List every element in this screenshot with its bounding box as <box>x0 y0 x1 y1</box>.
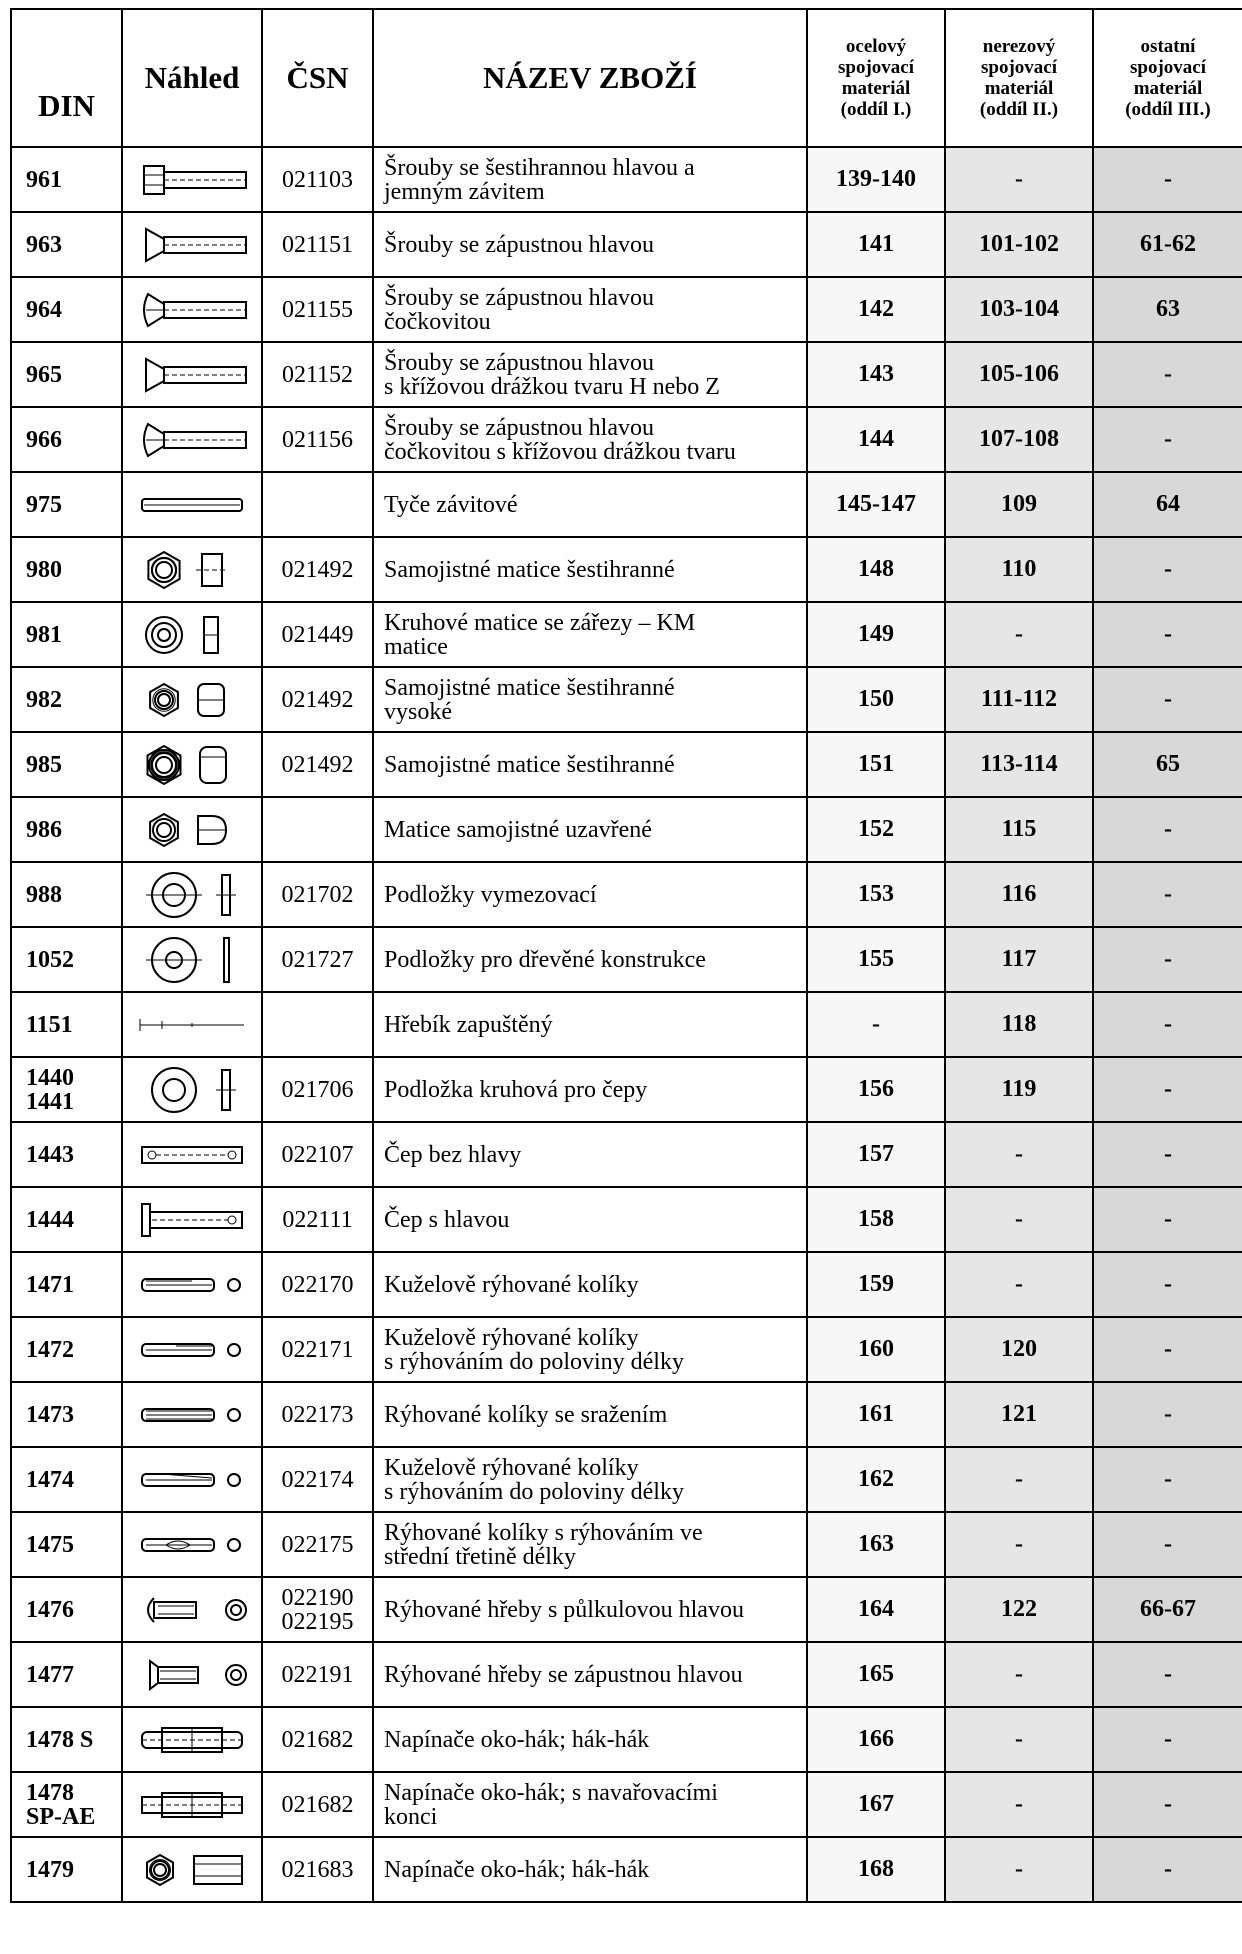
csn-cell <box>262 992 373 1057</box>
table-row <box>11 667 1242 732</box>
steel-page-cell: 149 <box>807 602 945 667</box>
name-cell: Čep bez hlavy <box>373 1122 807 1187</box>
name-cell: Šrouby se šestihrannou hlavou a jemným závitem <box>373 147 807 212</box>
product-table <box>10 8 1242 1903</box>
preview-cell <box>122 1252 262 1317</box>
csn-cell: 022111 <box>262 1187 373 1252</box>
preview-cell <box>122 212 262 277</box>
other-page-cell: - <box>1093 537 1242 602</box>
stainless-page-cell: 109 <box>945 472 1093 537</box>
table-row <box>11 277 1242 342</box>
preview-cell <box>122 1317 262 1382</box>
table-row <box>11 537 1242 602</box>
nail-icon <box>132 1005 252 1045</box>
csn-cell: 022175 <box>262 1512 373 1577</box>
taper-grooved-pin-icon <box>132 1265 252 1305</box>
stainless-page-cell: - <box>945 602 1093 667</box>
steel-page-cell: 142 <box>807 277 945 342</box>
din-cell: 986 <box>11 797 122 862</box>
raised-countersunk-screw-icon <box>132 290 252 330</box>
round-head-grooved-nail-icon <box>132 1590 252 1630</box>
name-cell: Podložky vymezovací <box>373 862 807 927</box>
other-page-cell: - <box>1093 1057 1242 1122</box>
table-row <box>11 1577 1242 1642</box>
csn-cell: 021155 <box>262 277 373 342</box>
steel-page-cell: 139-140 <box>807 147 945 212</box>
countersunk-screw-icon <box>132 225 252 265</box>
csn-cell: 021152 <box>262 342 373 407</box>
other-page-cell: - <box>1093 1837 1242 1902</box>
header-stainless: nerezový spojovací materiál (oddíl II.) <box>945 9 1093 147</box>
raised-countersunk-cross-screw-icon <box>132 420 252 460</box>
steel-page-cell: 152 <box>807 797 945 862</box>
steel-page-cell: 143 <box>807 342 945 407</box>
table-row <box>11 602 1242 667</box>
name-cell: Samojistné matice šestihranné vysoké <box>373 667 807 732</box>
csn-cell: 022107 <box>262 1122 373 1187</box>
steel-page-cell: 153 <box>807 862 945 927</box>
other-page-cell: - <box>1093 927 1242 992</box>
name-cell: Rýhované hřeby s půlkulovou hlavou <box>373 1577 807 1642</box>
stainless-page-cell: 118 <box>945 992 1093 1057</box>
name-cell: Kuželově rýhované kolíky <box>373 1252 807 1317</box>
stainless-page-cell: 120 <box>945 1317 1093 1382</box>
table-row <box>11 732 1242 797</box>
stainless-page-cell: - <box>945 147 1093 212</box>
other-page-cell: 61-62 <box>1093 212 1242 277</box>
preview-cell <box>122 537 262 602</box>
other-page-cell: - <box>1093 1187 1242 1252</box>
csn-cell: 021706 <box>262 1057 373 1122</box>
stainless-page-cell: 117 <box>945 927 1093 992</box>
other-page-cell: - <box>1093 1642 1242 1707</box>
preview-cell <box>122 277 262 342</box>
din-cell: 982 <box>11 667 122 732</box>
name-cell: Kuželově rýhované kolíky s rýhováním do poloviny délky <box>373 1447 807 1512</box>
preview-cell <box>122 147 262 212</box>
stainless-page-cell: 122 <box>945 1577 1093 1642</box>
din-cell: 1474 <box>11 1447 122 1512</box>
table-row <box>11 342 1242 407</box>
din-cell: 988 <box>11 862 122 927</box>
name-cell: Čep s hlavou <box>373 1187 807 1252</box>
table-row <box>11 992 1242 1057</box>
nylon-insert-nut-icon <box>132 745 252 785</box>
table-row <box>11 1772 1242 1837</box>
steel-page-cell: 166 <box>807 1707 945 1772</box>
other-page-cell: - <box>1093 1707 1242 1772</box>
din-cell: 1472 <box>11 1317 122 1382</box>
csn-cell: 022173 <box>262 1382 373 1447</box>
other-page-cell: - <box>1093 1317 1242 1382</box>
other-page-cell: 65 <box>1093 732 1242 797</box>
steel-page-cell: 158 <box>807 1187 945 1252</box>
name-cell: Samojistné matice šestihranné <box>373 537 807 602</box>
table-row <box>11 1447 1242 1512</box>
preview-cell <box>122 407 262 472</box>
din-cell: 1476 <box>11 1577 122 1642</box>
din-cell: 1473 <box>11 1382 122 1447</box>
table-row <box>11 472 1242 537</box>
csn-cell: 021103 <box>262 147 373 212</box>
other-page-cell: - <box>1093 797 1242 862</box>
other-page-cell: - <box>1093 407 1242 472</box>
steel-page-cell: 164 <box>807 1577 945 1642</box>
table-row <box>11 407 1242 472</box>
other-page-cell: 64 <box>1093 472 1242 537</box>
headless-pin-icon <box>132 1135 252 1175</box>
csn-cell: 021492 <box>262 667 373 732</box>
name-cell: Rýhované kolíky se sražením <box>373 1382 807 1447</box>
header-other: ostatní spojovací materiál (oddíl III.) <box>1093 9 1242 147</box>
name-cell: Rýhované hřeby se zápustnou hlavou <box>373 1642 807 1707</box>
stainless-page-cell: - <box>945 1252 1093 1317</box>
preview-cell <box>122 342 262 407</box>
din-cell: 985 <box>11 732 122 797</box>
table-row <box>11 1187 1242 1252</box>
stainless-page-cell: 115 <box>945 797 1093 862</box>
stainless-page-cell: - <box>945 1837 1093 1902</box>
cap-lock-nut-icon <box>132 810 252 850</box>
din-cell: 1151 <box>11 992 122 1057</box>
steel-page-cell: 148 <box>807 537 945 602</box>
steel-page-cell: - <box>807 992 945 1057</box>
header-preview: Náhled <box>122 9 262 147</box>
half-taper-grooved-pin-icon <box>132 1330 252 1370</box>
csn-cell: 022170 <box>262 1252 373 1317</box>
stainless-page-cell: 103-104 <box>945 277 1093 342</box>
din-cell: 964 <box>11 277 122 342</box>
pin-washer-icon <box>132 1070 252 1110</box>
other-page-cell: 66-67 <box>1093 1577 1242 1642</box>
csn-cell <box>262 797 373 862</box>
header-row <box>11 9 1242 147</box>
csn-cell: 021683 <box>262 1837 373 1902</box>
name-cell: Šrouby se zápustnou hlavou <box>373 212 807 277</box>
header-name: NÁZEV ZBOŽÍ <box>373 9 807 147</box>
csn-cell: 022191 <box>262 1642 373 1707</box>
other-page-cell: - <box>1093 147 1242 212</box>
high-self-locking-nut-icon <box>132 680 252 720</box>
table-row <box>11 927 1242 992</box>
preview-cell <box>122 1187 262 1252</box>
name-cell: Šrouby se zápustnou hlavou čočkovitou s křížovou drážkou tvaru <box>373 407 807 472</box>
other-page-cell: - <box>1093 1772 1242 1837</box>
stainless-page-cell: - <box>945 1707 1093 1772</box>
csn-cell: 021492 <box>262 732 373 797</box>
countersunk-grooved-nail-icon <box>132 1655 252 1695</box>
name-cell: Šrouby se zápustnou hlavou čočkovitou <box>373 277 807 342</box>
din-cell: 1052 <box>11 927 122 992</box>
table-row <box>11 862 1242 927</box>
wood-washer-icon <box>132 940 252 980</box>
csn-cell: 021727 <box>262 927 373 992</box>
chamfered-grooved-pin-icon <box>132 1395 252 1435</box>
preview-cell <box>122 797 262 862</box>
din-cell: 1478 S <box>11 1707 122 1772</box>
steel-page-cell: 150 <box>807 667 945 732</box>
csn-cell: 021682 <box>262 1772 373 1837</box>
name-cell: Rýhované kolíky s rýhováním ve střední třetině délky <box>373 1512 807 1577</box>
steel-page-cell: 155 <box>807 927 945 992</box>
stainless-page-cell: 101-102 <box>945 212 1093 277</box>
shim-washer-icon <box>132 875 252 915</box>
stainless-page-cell: - <box>945 1772 1093 1837</box>
stainless-page-cell: - <box>945 1447 1093 1512</box>
csn-cell: 022190 022195 <box>262 1577 373 1642</box>
center-grooved-pin-icon <box>132 1525 252 1565</box>
other-page-cell: - <box>1093 1512 1242 1577</box>
self-locking-hex-nut-icon <box>132 550 252 590</box>
steel-page-cell: 144 <box>807 407 945 472</box>
steel-page-cell: 165 <box>807 1642 945 1707</box>
hex-turnbuckle-icon <box>132 1850 252 1890</box>
table-row <box>11 1317 1242 1382</box>
preview-cell <box>122 1577 262 1642</box>
preview-cell <box>122 927 262 992</box>
name-cell: Samojistné matice šestihranné <box>373 732 807 797</box>
stainless-page-cell: 105-106 <box>945 342 1093 407</box>
preview-cell <box>122 1382 262 1447</box>
din-cell: 980 <box>11 537 122 602</box>
csn-cell <box>262 472 373 537</box>
steel-page-cell: 151 <box>807 732 945 797</box>
steel-page-cell: 156 <box>807 1057 945 1122</box>
preview-cell <box>122 1512 262 1577</box>
din-cell: 975 <box>11 472 122 537</box>
csn-cell: 022174 <box>262 1447 373 1512</box>
stainless-page-cell: - <box>945 1122 1093 1187</box>
reverse-taper-grooved-pin-icon <box>132 1460 252 1500</box>
stainless-page-cell: 116 <box>945 862 1093 927</box>
steel-page-cell: 163 <box>807 1512 945 1577</box>
other-page-cell: 63 <box>1093 277 1242 342</box>
name-cell: Napínače oko-hák; hák-hák <box>373 1707 807 1772</box>
headed-pin-icon <box>132 1200 252 1240</box>
stainless-page-cell: - <box>945 1642 1093 1707</box>
name-cell: Tyče závitové <box>373 472 807 537</box>
header-steel: ocelový spojovací materiál (oddíl I.) <box>807 9 945 147</box>
stainless-page-cell: 113-114 <box>945 732 1093 797</box>
table-row <box>11 1837 1242 1902</box>
din-cell: 963 <box>11 212 122 277</box>
preview-cell <box>122 992 262 1057</box>
table-row <box>11 212 1242 277</box>
weld-turnbuckle-icon <box>132 1785 252 1825</box>
csn-cell: 021449 <box>262 602 373 667</box>
table-row <box>11 797 1242 862</box>
table-row <box>11 1512 1242 1577</box>
din-cell: 1440 1441 <box>11 1057 122 1122</box>
preview-cell <box>122 602 262 667</box>
turnbuckle-icon <box>132 1720 252 1760</box>
hex-bolt-icon <box>132 160 252 200</box>
header-din: DIN <box>11 9 122 147</box>
preview-cell <box>122 732 262 797</box>
csn-cell: 021156 <box>262 407 373 472</box>
din-cell: 1477 <box>11 1642 122 1707</box>
other-page-cell: - <box>1093 342 1242 407</box>
steel-page-cell: 145-147 <box>807 472 945 537</box>
table-body <box>11 147 1242 1902</box>
name-cell: Matice samojistné uzavřené <box>373 797 807 862</box>
stainless-page-cell: 119 <box>945 1057 1093 1122</box>
name-cell: Kuželově rýhované kolíky s rýhováním do poloviny délky <box>373 1317 807 1382</box>
other-page-cell: - <box>1093 1122 1242 1187</box>
steel-page-cell: 160 <box>807 1317 945 1382</box>
other-page-cell: - <box>1093 1252 1242 1317</box>
preview-cell <box>122 1057 262 1122</box>
steel-page-cell: 161 <box>807 1382 945 1447</box>
preview-cell <box>122 1772 262 1837</box>
stainless-page-cell: - <box>945 1512 1093 1577</box>
table-row <box>11 1642 1242 1707</box>
din-cell: 981 <box>11 602 122 667</box>
din-cell: 961 <box>11 147 122 212</box>
steel-page-cell: 157 <box>807 1122 945 1187</box>
header-csn: ČSN <box>262 9 373 147</box>
table-row <box>11 1057 1242 1122</box>
steel-page-cell: 141 <box>807 212 945 277</box>
table-row <box>11 1707 1242 1772</box>
din-cell: 1443 <box>11 1122 122 1187</box>
din-cell: 1471 <box>11 1252 122 1317</box>
slotted-round-nut-icon <box>132 615 252 655</box>
other-page-cell: - <box>1093 1382 1242 1447</box>
steel-page-cell: 162 <box>807 1447 945 1512</box>
preview-cell <box>122 1642 262 1707</box>
din-cell: 1479 <box>11 1837 122 1902</box>
csn-cell: 021492 <box>262 537 373 602</box>
name-cell: Šrouby se zápustnou hlavou s křížovou drážkou tvaru H nebo Z <box>373 342 807 407</box>
preview-cell <box>122 1122 262 1187</box>
steel-page-cell: 167 <box>807 1772 945 1837</box>
name-cell: Hřebík zapuštěný <box>373 992 807 1057</box>
table-row <box>11 1252 1242 1317</box>
preview-cell <box>122 1447 262 1512</box>
stainless-page-cell: 111-112 <box>945 667 1093 732</box>
din-cell: 965 <box>11 342 122 407</box>
name-cell: Kruhové matice se zářezy – KM matice <box>373 602 807 667</box>
threaded-rod-icon <box>132 485 252 525</box>
other-page-cell: - <box>1093 862 1242 927</box>
table-row <box>11 1382 1242 1447</box>
table-row <box>11 1122 1242 1187</box>
steel-page-cell: 168 <box>807 1837 945 1902</box>
preview-cell <box>122 862 262 927</box>
preview-cell <box>122 472 262 537</box>
stainless-page-cell: 121 <box>945 1382 1093 1447</box>
csn-cell: 021682 <box>262 1707 373 1772</box>
preview-cell <box>122 1707 262 1772</box>
table-row <box>11 147 1242 212</box>
stainless-page-cell: - <box>945 1187 1093 1252</box>
csn-cell: 022171 <box>262 1317 373 1382</box>
name-cell: Napínače oko-hák; hák-hák <box>373 1837 807 1902</box>
name-cell: Podložky pro dřevěné konstrukce <box>373 927 807 992</box>
countersunk-cross-screw-icon <box>132 355 252 395</box>
preview-cell <box>122 1837 262 1902</box>
name-cell: Napínače oko-hák; s navařovacími konci <box>373 1772 807 1837</box>
csn-cell: 021702 <box>262 862 373 927</box>
steel-page-cell: 159 <box>807 1252 945 1317</box>
din-cell: 966 <box>11 407 122 472</box>
other-page-cell: - <box>1093 1447 1242 1512</box>
csn-cell: 021151 <box>262 212 373 277</box>
din-cell: 1475 <box>11 1512 122 1577</box>
stainless-page-cell: 107-108 <box>945 407 1093 472</box>
din-cell: 1478 SP-AE <box>11 1772 122 1837</box>
name-cell: Podložka kruhová pro čepy <box>373 1057 807 1122</box>
other-page-cell: - <box>1093 667 1242 732</box>
other-page-cell: - <box>1093 602 1242 667</box>
stainless-page-cell: 110 <box>945 537 1093 602</box>
preview-cell <box>122 667 262 732</box>
other-page-cell: - <box>1093 992 1242 1057</box>
din-cell: 1444 <box>11 1187 122 1252</box>
